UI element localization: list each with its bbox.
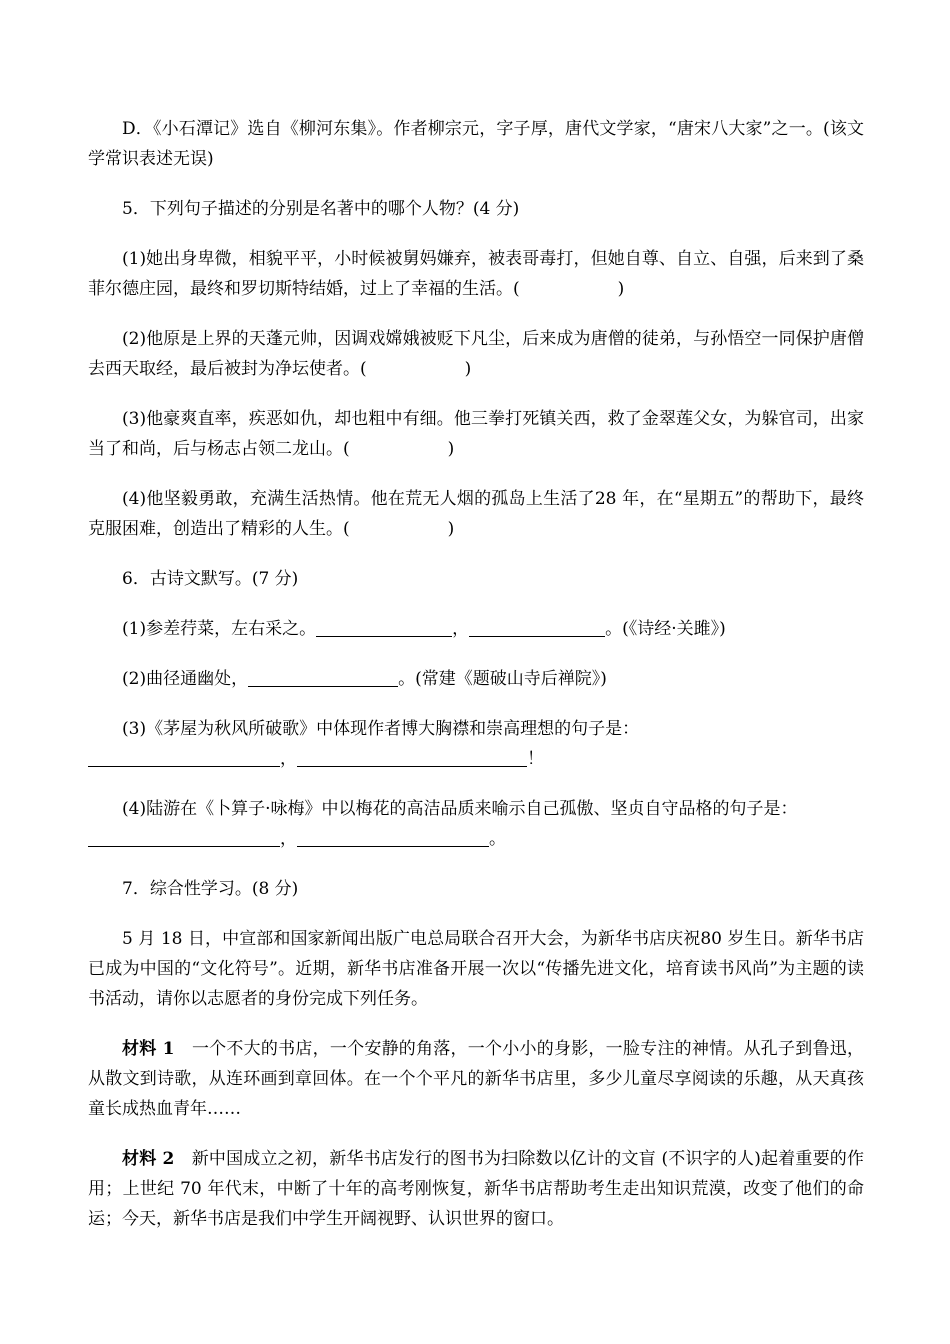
item-lead: (4)陆游在《卜算子·咏梅》中以梅花的高洁品质来喻示自己孤傲、坚贞自守品格的句子是：	[122, 799, 798, 819]
item-sep: ，	[280, 829, 297, 849]
question-7-intro: 5 月 18 日，中宣部和国家新闻出版广电总局联合召开大会，为新华书店庆祝80 岁生日。新华书店已成为中国的“文化符号”。近期，新华书店准备开展一次以“传播先进文化，培育读书风尚”为主题的读书活动，请你以志愿者的身份完成下列任务。	[88, 929, 864, 1009]
fill-blank[interactable]	[248, 668, 398, 687]
question-6-item-3	[88, 714, 864, 774]
item-text: (4)他坚毅勇敢，充满生活热情。他在荒无人烟的孤岛上生活了28 年，在“星期五”的帮助下，最终克服困难，创造出了精彩的人生。(	[88, 489, 864, 539]
item-close: )	[447, 519, 455, 539]
item-close: )	[464, 359, 472, 379]
question-6-item-4	[88, 794, 864, 854]
item-close: )	[447, 439, 455, 459]
item-tail: ！	[527, 749, 544, 769]
item-tail: 。	[489, 829, 506, 849]
blank-line	[88, 824, 864, 854]
question-5-item-1	[88, 244, 864, 304]
question-6-title: 6．古诗文默写。(7 分)	[122, 569, 299, 589]
option-d: D．《小石潭记》选自《柳河东集》。作者柳宗元，字子厚，唐代文学家，“唐宋八大家”之一。(该文学常识表述无误)	[88, 119, 864, 169]
item-lead: (3)《茅屋为秋风所破歌》中体现作者博大胸襟和崇高理想的句子是：	[122, 719, 640, 739]
question-5-item-2	[88, 324, 864, 384]
item-lead: (1)参差荇菜，左右采之。	[122, 619, 317, 639]
question-5-title: 5．下列句子描述的分别是名著中的哪个人物？(4 分)	[122, 199, 520, 219]
fill-blank[interactable]	[297, 748, 527, 767]
material-text: 一个不大的书店，一个安静的角落，一个小小的身影，一脸专注的神情。从孔子到鲁迅，从散文到诗歌，从连环画到章回体。在一个个平凡的新华书店里，多少儿童尽享阅读的乐趣，从天真孩童长成热血青年……	[88, 1039, 865, 1119]
fill-blank[interactable]	[316, 618, 452, 637]
item-text: (1)她出身卑微，相貌平平，小时候被舅妈嫌弃，被表哥毒打，但她自尊、自立、自强，后来到了桑菲尔德庄园，最终和罗切斯特结婚，过上了幸福的生活。(	[88, 249, 864, 299]
item-text: (2)他原是上界的天蓬元帅，因调戏嫦娥被贬下凡尘，后来成为唐僧的徒弟，与孙悟空一同保护唐僧去西天取经，最后被封为净坛使者。(	[88, 329, 864, 379]
material-label: 材料 2	[122, 1149, 175, 1169]
item-tail: 。(常建《题破山寺后禅院》)	[398, 669, 607, 689]
question-6-item-1	[88, 614, 864, 644]
item-text: (3)他豪爽直率，疾恶如仇，却也粗中有细。他三拳打死镇关西，救了金翠莲父女，为躲官司，出家当了和尚，后与杨志占领二龙山。(	[88, 409, 864, 459]
fill-blank[interactable]	[469, 618, 605, 637]
item-tail: 。(《诗经·关雎》)	[605, 619, 726, 639]
question-6-item-2	[88, 664, 864, 694]
fill-blank[interactable]	[88, 748, 280, 767]
item-close: )	[617, 279, 625, 299]
material-2	[88, 1144, 864, 1234]
question-7-title: 7．综合性学习。(8 分)	[122, 879, 299, 899]
page-content	[88, 114, 864, 1254]
material-text: 新中国成立之初，新华书店发行的图书为扫除数以亿计的文盲 (不识字的人)起着重要的作用；上世纪 70 年代末，中断了十年的高考刚恢复，新华书店帮助考生走出知识荒漠，改变了他们的命运；今天，新华书店是我们中学生开阔视野、认识世界的窗口。	[88, 1149, 865, 1229]
item-sep: ，	[280, 749, 297, 769]
material-1	[88, 1034, 864, 1124]
item-sep: ，	[452, 619, 470, 639]
item-lead: (2)曲径通幽处，	[122, 669, 249, 689]
blank-line	[88, 744, 864, 774]
fill-blank[interactable]	[297, 828, 489, 847]
material-label: 材料 1	[122, 1039, 175, 1059]
question-5-item-3	[88, 404, 864, 464]
fill-blank[interactable]	[88, 828, 280, 847]
question-5-item-4	[88, 484, 864, 544]
